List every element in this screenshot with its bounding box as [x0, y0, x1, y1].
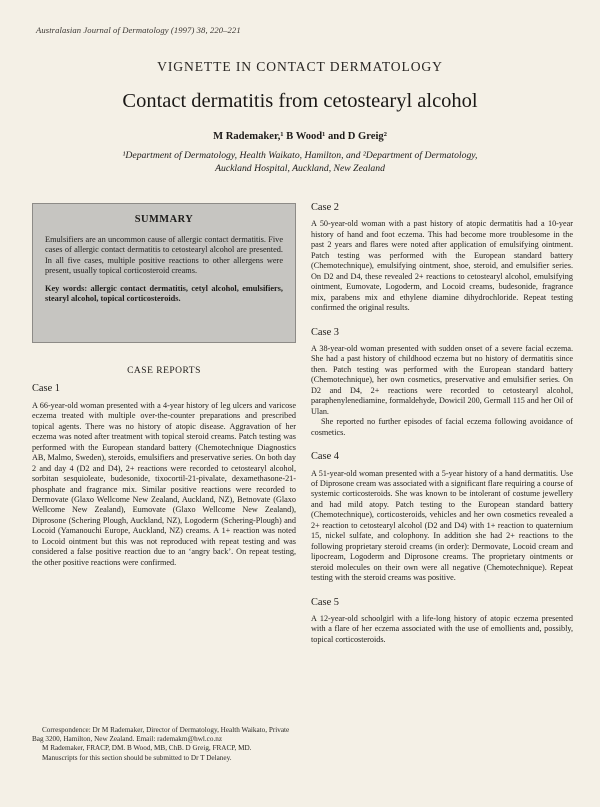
case-2-heading: Case 2: [311, 202, 339, 213]
case-1-paragraph: A 66-year-old woman presented with a 4-year history of leg ulcers and varicose eczema treated with multiple over-the-counter preparations and prescribed topical agents. There was no history of atopic disease. Aggravation of her eczema was noted after treatment with topical steroid creams. Patch testing was performed with the European standard battery (Chemotechnique Diagnostics AB, Malmo, Sweden), steroids, emulsifiers and preservative series. On both day 2 and day 4 (D2 and D4), 2+ reactions were recorded to cetostearyl alcohol, sorbitan sesquioleate, budesonide, tixocortil-21-pivalate, dexamethasone-21-phosphate and fragrance mix. Similar positive reactions were recorded to Dermovate (Glaxo Wellcome New Zealand, Auckland, NZ), Betnovate (Glaxo Wellcome New Zealand), Eumovate (Glaxo Wellcome New Zealand), Diprosone (Schering Plough, Auckland, NZ), Logoderm (Schering-Plough) and Locoid (Yamanouchi Europe, Auckland, NZ) creams. A 1+ reaction was noted to Locoid ointment but this was not reproduced with repeat testing and was considered a false positive reaction due to an ‘angry back’. On repeat testing, the other positive reactions were confirmed.: [32, 400, 296, 567]
case-3-heading: Case 3: [311, 326, 339, 338]
footnote-correspondence: Correspondence: Dr M Rademaker, Director of Dermatology, Health Waikato, Private Bag 3200, Hamilton, New Zealand. Email: rademakm@hwl.co.nz: [32, 726, 290, 744]
author-list: M Rademaker,¹ B Wood¹ and D Greig²: [213, 131, 387, 142]
affiliation: ¹Department of Dermatology, Health Waikato, Hamilton, and ²Department of Dermatology, Auckland Hospital, Auckland, New Zealand: [122, 150, 478, 174]
case-4-paragraph: A 51-year-old woman presented with a 5-year history of a hand dermatitis. Use of Diprosone cream was associated with a significant flare requiring a course of systemic corticosteroids. She was known to be intolerant of costume jewellery and had mild atopy. Patch testing to the European standard battery (Chemotechnique), corticosteroids, vehicles and her own cosmetics revealed a 2+ reaction to cetostearyl alcohol (D2 and D4) with 1+ reaction to quaternium 15, nickel sulfate, and colophony. In addition she had 2+ reactions to the following proprietary steroid creams (in order): Dermovate, Locoid cream and lipocream, Logoderm and Diprosone creams. The proprietary ointments or steroid molecules on their own were all negative (Chemotechnique). Repeat testing with the steroid creams was positive.: [311, 468, 573, 583]
case-reports-heading: CASE REPORTS: [127, 366, 201, 376]
case-2-paragraph: A 50-year-old woman with a past history of atopic dermatitis had a 10-year history of hand and foot eczema. This had become more troublesome in the past 2 years and flares were noted after application of emulsifying ointment. Patch testing was performed with the European standard battery (Chemotechnique), emulsifying ointment, shoe, steroid, and emulsifier series. On D2 and D4, these revealed 2+ reactions to cetostearyl alcohol, emulsifying ointment, Eumovate, Logoderm, and Locoid creams, budesonide, fragrance mix, parabens mix and ethylene diamine dihydrochloride. Repeat testing confirmed the original results.: [311, 219, 573, 313]
case-3-paragraph: She reported no further episodes of facial eczema following avoidance of cosmetics.: [311, 417, 573, 437]
case-3-paragraph: A 38-year-old woman presented with sudden onset of a severe facial eczema. She had a past history of childhood eczema but no history of dermatitis since then. Patch testing was performed with the European standard battery (Chemotechnique), her own cosmetics, preservative and emulsifier series. On D2 and D4, 2+ reactions were recorded to cetostearyl alcohol, paraphenylenediamine, formaldehyde, Dowicil 200, Germall 115 and her Oil of Ulan.: [311, 343, 573, 416]
footnote-credentials: M Rademaker, FRACP, DM. B Wood, MB, ChB. D Greig, FRACP, MD.: [42, 744, 252, 753]
case-4-heading: Case 4: [311, 451, 339, 463]
footnote-submission: Manuscripts for this section should be submitted to Dr T Delaney.: [42, 753, 232, 762]
summary-text: Emulsifiers are an uncommon cause of allergic contact dermatitis. Five cases of allergic contact dermatitis to cetostearyl alcohol are presented. In all five cases, multiple positive reactions to other allergens were present, usually topical corticosteroid creams.: [45, 235, 283, 275]
section-banner: VIGNETTE IN CONTACT DERMATOLOGY: [157, 59, 443, 74]
case-1-heading: Case 1: [32, 383, 60, 395]
summary-heading: SUMMARY: [134, 214, 194, 225]
article-title: Contact dermatitis from cetostearyl alcohol: [122, 90, 478, 112]
left-column: [32, 366, 296, 568]
case-5-paragraph: A 12-year-old schoolgirl with a life-long history of atopic eczema presented with a flare of her eczema associated with the use of emollients and, possibly, topical corticosteroids.: [311, 613, 573, 644]
right-column: [311, 203, 573, 645]
journal-header: Australasian Journal of Dermatology (1997) 38, 220–221: [36, 25, 241, 35]
keywords: Key words: allergic contact dermatitis, cetyl alcohol, emulsifiers, stearyl alcohol, topical corticosteroids.: [45, 284, 283, 304]
case-5-heading: Case 5: [311, 596, 339, 608]
footnotes: [32, 726, 296, 763]
summary-box: [32, 203, 296, 343]
